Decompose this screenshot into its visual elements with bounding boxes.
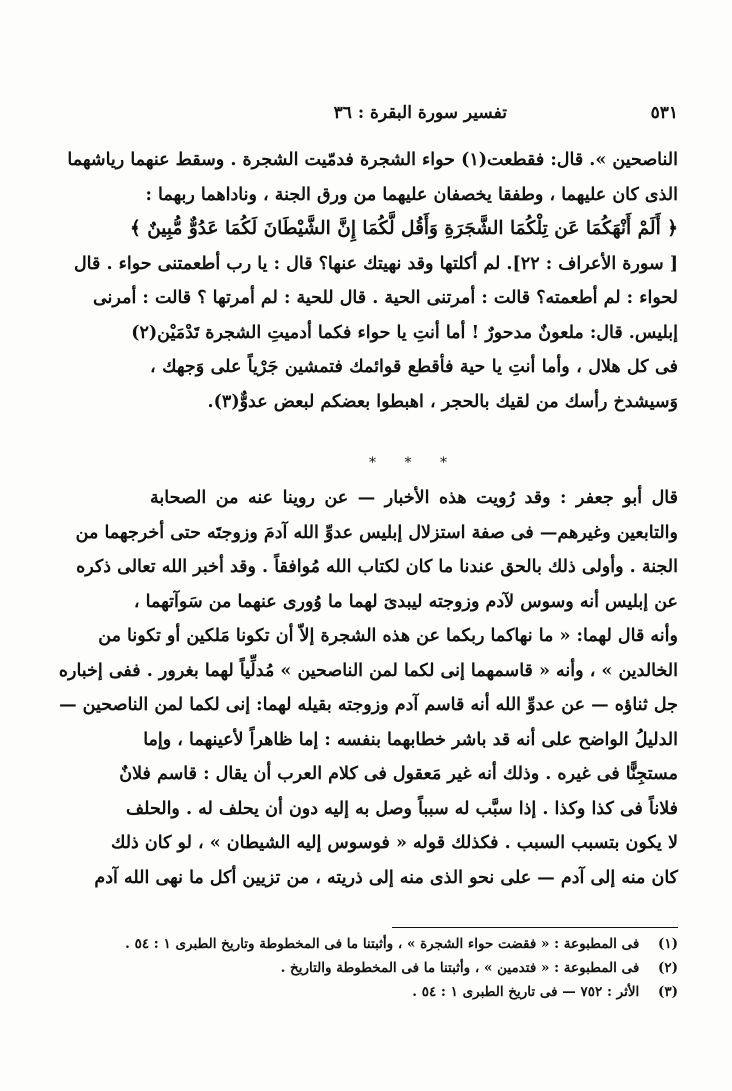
footnote bbox=[150, 980, 678, 1004]
text-line: قال أبو جعفر : وقد رُويت هذه الأخبار — عن روينا عنه من الصحابة bbox=[150, 488, 678, 508]
quranic-verse: ﴿ أَلَمْ أَنْهَكُمَا عَن تِلْكُمَا الشَّجَرَةِ وَأَقُل لَّكُمَا إِنَّ الشَّيْطَانَ لَكُمَا عَدُوٌّ مُّبِينٌ ﴾ bbox=[129, 218, 678, 239]
footnote-text: فى المطبوعة : « فتدمين » ، وأثبتنا ما فى المخطوطة والتاريخ . bbox=[280, 960, 640, 976]
text-line: الناصحين ». قال: فقطعت(١) حواء الشجرة فدمّيت الشجرة . وسقط عنهما رياشهما bbox=[67, 150, 678, 170]
paragraph-2 bbox=[58, 481, 678, 895]
text-line: الجنة . وأولى ذلك بالحق عندنا ما كان لكتاب الله مُوافقاً . وقد أخبر الله تعالى ذكره bbox=[76, 557, 678, 577]
text-line: فلاناً فى كذا وكذا . إذا سبَّب له سبباً وصل به إليه دون أن يحلف له . والحلف bbox=[126, 798, 678, 819]
text-line: وأنه قال لهما: « ما نهاكما ربكما عن هذه الشجرة إلاّ أن تكونا مَلكين أو تكونا من bbox=[98, 626, 678, 646]
text-line: كان منه إلى آدم — على نحو الذى منه إلى ذريته ، من تزيين أكل ما نهى الله آدم bbox=[94, 867, 678, 888]
paragraph-1 bbox=[67, 143, 678, 419]
text-line: لا يكون بتسبب السبب . فكذلك قوله « فوسوس إليه الشيطان » ، لو كان ذلك bbox=[110, 833, 678, 853]
text-line: فى كل هلال ، وأما أنتِ يا حية فأقطع قوائمك فتمشين جَرْياً على وَجهك ، bbox=[150, 357, 678, 377]
section-separator: * * * bbox=[369, 455, 459, 471]
footnote-rule bbox=[392, 927, 678, 928]
footnote-text: فى المطبوعة : « فقضت حواء الشجرة » ، وأثبتنا ما فى المخطوطة وتاريخ الطبرى ١ : ٥٤ . bbox=[125, 936, 640, 952]
footnote bbox=[125, 932, 678, 956]
text-line: عن إبليس أنه وسوس لآدم وزوجته ليبدىَ لهما ما وُورى عنهما من سَوآتهما ، bbox=[133, 591, 678, 612]
text-line: الدليلُ الواضح على أنه قد باشر خطابهما بنفسه : إما ظاهراً لأعينهما ، وإما bbox=[143, 729, 678, 750]
text-line: إبليس. قال: ملعونٌ مدحورٌ ! أما أنتِ يا حواء فكما أدميتِ الشجرة تَدْمَيْن(٢) bbox=[131, 322, 678, 343]
footnote bbox=[150, 956, 678, 980]
running-title: تفسير سورة البقرة : ٣٦ bbox=[333, 103, 507, 123]
text-line: جل ثناؤه — عن عدوِّ الله أنه قاسم آدم وزوجته بقيله لهما: إنى لكما لمن الناصحين — bbox=[59, 695, 678, 715]
text-line: الخالدين » ، وأنه « قاسمهما إنى لكما لمن الناصحين » مُدلِّياً لهما بغرور . ففى إخباره bbox=[58, 660, 678, 681]
footnote-number: (٣) bbox=[657, 984, 678, 1000]
page-number: ٥٣١ bbox=[650, 103, 678, 123]
footnote-number: (١) bbox=[657, 936, 678, 952]
text-line: مستجِنًّا فى غيره . وذلك أنه غير مَعقول فى كلام العرب أن يقال : قاسم فلانٌ bbox=[119, 764, 678, 784]
running-header bbox=[150, 98, 678, 128]
footnotes bbox=[125, 932, 678, 1004]
text-line: الذى كان عليهما ، وطفقا يخصفان عليهما من ورق الجنة ، وناداهما ربهما : bbox=[145, 184, 678, 205]
text-line: والتابعين وغيرهم— فى صفة استزلال إبليس عدوِّ الله آدمَ وزوجتَه حتى أخرجهما من bbox=[75, 522, 678, 543]
text-line: [ سورة الأعراف : ٢٢]. لم أكلتها وقد نهيتك عنها؟ قال : يا رب أطعمتنى حواء . قال bbox=[73, 253, 678, 274]
footnote-number: (٢) bbox=[657, 960, 678, 976]
footnote-text: الأثر : ٧٥٢ — فى تاريخ الطبرى ١ : ٥٤ . bbox=[412, 984, 640, 1000]
text-line: وَسيشدخ رأسك من لقيك بالحجر ، اهبطوا بعضكم لبعض عدوٌّ(٣). bbox=[207, 391, 678, 412]
text-line: لحواء : لم أطعمته؟ قالت : أمرتنى الحية . قال للحية : لم أمرتها ؟ قالت : أمرنى bbox=[92, 288, 678, 308]
